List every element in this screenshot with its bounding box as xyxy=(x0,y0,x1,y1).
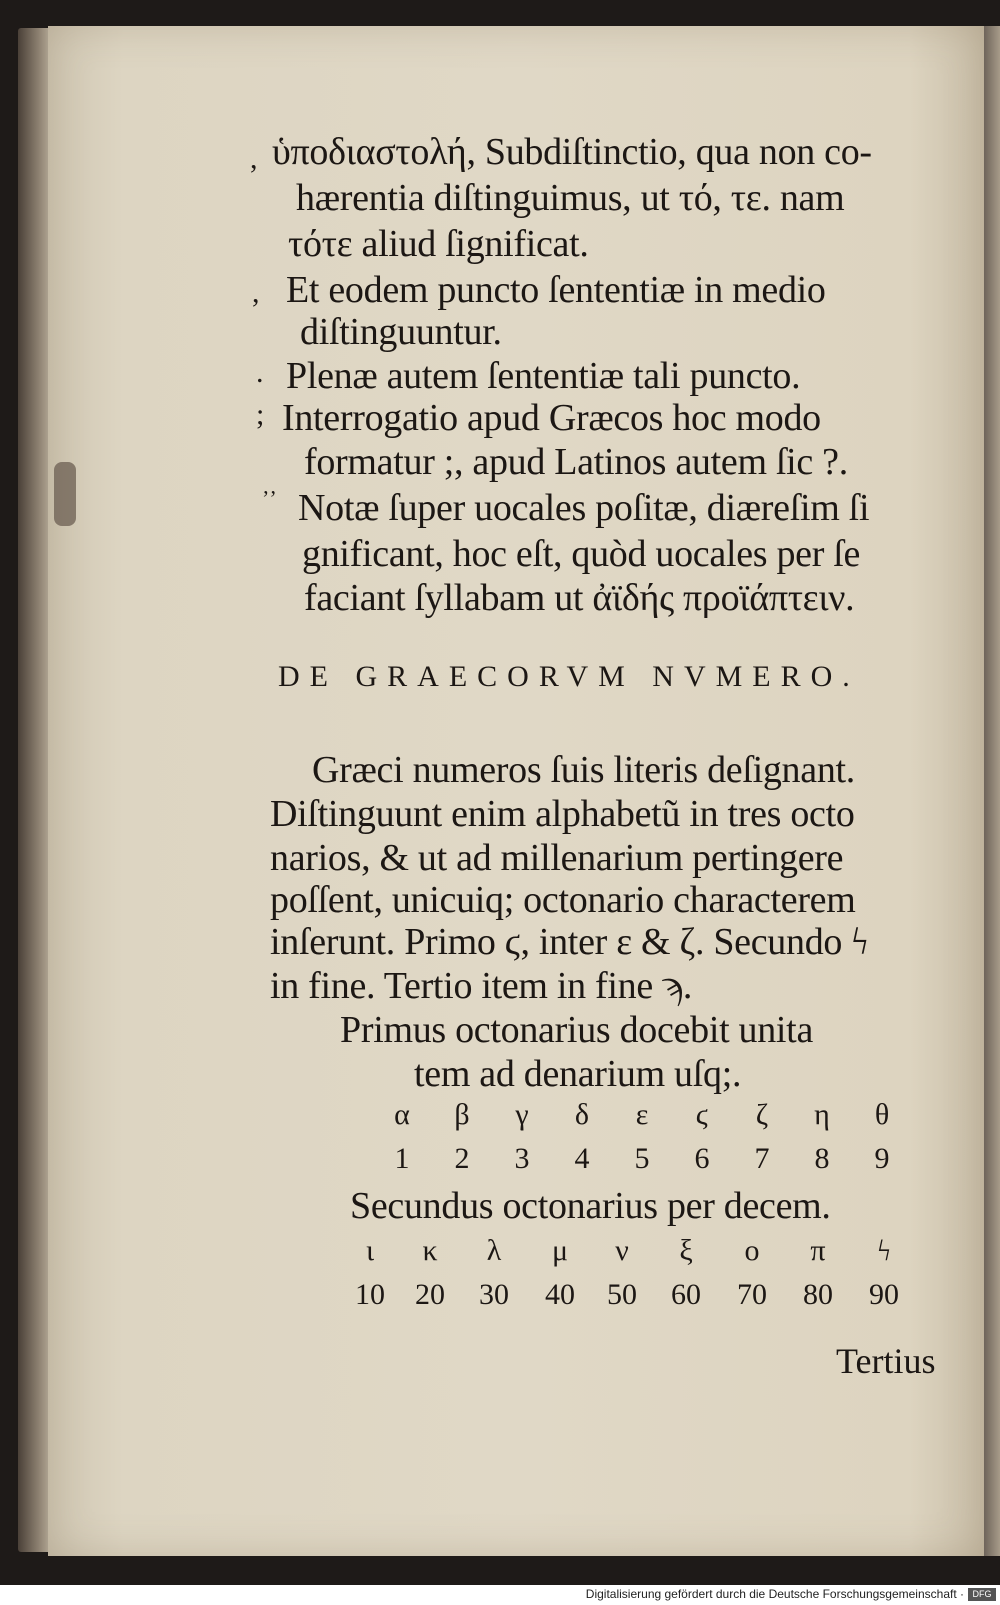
page-stain xyxy=(54,462,76,526)
arabic-numeral: 80 xyxy=(803,1278,833,1311)
numeral-letter: ξ xyxy=(679,1234,693,1267)
numeral-letter: ε xyxy=(635,1098,649,1131)
margin-mark: ʼʼ xyxy=(262,486,277,511)
text-line: gnificant, hoc eſt, quòd uocales per ſe xyxy=(302,533,861,575)
arabic-numeral: 70 xyxy=(737,1278,767,1311)
arabic-numeral: 90 xyxy=(869,1278,899,1311)
text-line: Interrogatio apud Græcos hoc modo xyxy=(282,397,821,439)
arabic-numeral: 4 xyxy=(574,1142,590,1175)
arabic-numeral: 60 xyxy=(671,1278,701,1311)
arabic-numeral: 10 xyxy=(355,1278,385,1311)
funding-note: Digitalisierung gefördert durch die Deutsche Forschungsgemeinschaft · xyxy=(585,1587,964,1601)
text-line: τότε aliud ſignificat. xyxy=(288,223,589,265)
text-line: formatur ;, apud Latinos autem ſic ?. xyxy=(304,441,848,483)
margin-mark: , xyxy=(250,142,258,175)
text-line: tem ad denarium uſq;. xyxy=(414,1053,742,1095)
text-line: Primus octonarius docebit unita xyxy=(340,1009,814,1051)
text-line: Diſtinguunt enim alphabetũ in tres octo xyxy=(270,793,855,835)
text-line: narios, & ut ad millenarium pertingere xyxy=(270,837,844,879)
page-edge xyxy=(18,28,52,1552)
numeral-letter: θ xyxy=(874,1098,890,1131)
arabic-numeral: 30 xyxy=(479,1278,509,1311)
arabic-numeral: 7 xyxy=(754,1142,770,1175)
numeral-letter: ζ xyxy=(755,1098,769,1131)
arabic-numeral: 2 xyxy=(454,1142,470,1175)
dfg-logo: DFG xyxy=(968,1588,996,1601)
numeral-letter: η xyxy=(814,1098,830,1131)
text-line: faciant ſyllabam ut ἀϊδής προϊάπτειν. xyxy=(304,577,855,619)
arabic-numeral: 3 xyxy=(514,1142,530,1175)
numeral-letter: ϛ xyxy=(695,1098,709,1131)
margin-mark: , xyxy=(252,276,260,309)
text-line: ὑποδιαστολή, Subdiſtinctio, qua non co- xyxy=(272,131,872,173)
text-line: Secundus octonarius per decem. xyxy=(350,1185,831,1227)
facing-page-edge xyxy=(984,26,1000,1556)
arabic-numeral: 5 xyxy=(634,1142,650,1175)
margin-mark: . xyxy=(256,356,264,389)
text-line: poſſent, unicuiq; octonario characterem xyxy=(270,879,856,921)
arabic-numeral: 20 xyxy=(415,1278,445,1311)
numeral-letter: ν xyxy=(615,1234,629,1267)
text-line: in fine. Tertio item in fine ϡ. xyxy=(270,965,693,1007)
text-line: Plenæ autem ſententiæ tali puncto. xyxy=(286,355,801,397)
arabic-numeral: 40 xyxy=(545,1278,575,1311)
arabic-numeral: 50 xyxy=(607,1278,637,1311)
numeral-letter: ϟ xyxy=(877,1234,891,1267)
numeral-letter: λ xyxy=(486,1234,502,1267)
text-line: diſtinguuntur. xyxy=(300,311,502,353)
numeral-letter: ι xyxy=(365,1234,375,1267)
arabic-numeral: 6 xyxy=(694,1142,710,1175)
numeral-letter: α xyxy=(394,1098,410,1131)
margin-mark: ; xyxy=(256,398,265,431)
numeral-letter: ο xyxy=(744,1234,760,1267)
numeral-letter: δ xyxy=(574,1098,590,1131)
text-line: Et eodem puncto ſententiæ in medio xyxy=(286,269,826,311)
arabic-numeral: 1 xyxy=(394,1142,410,1175)
footer-bar xyxy=(0,1585,1000,1605)
text-line: Græci numeros ſuis literis deſignant. xyxy=(312,749,855,791)
numeral-letter: π xyxy=(810,1234,826,1267)
numeral-letter: μ xyxy=(551,1234,569,1267)
numeral-letter: γ xyxy=(515,1098,529,1131)
section-heading: DE GRAECORVM NVMERO. xyxy=(278,660,860,693)
numeral-letter: β xyxy=(454,1098,470,1131)
catchword: Tertius xyxy=(836,1341,936,1381)
arabic-numeral: 8 xyxy=(814,1142,830,1175)
numeral-letter: κ xyxy=(422,1234,438,1267)
text-line: hærentia diſtinguimus, ut τό, τε. nam xyxy=(296,177,845,219)
text-line: Notæ ſuper uocales poſitæ, diæreſim ſi xyxy=(298,487,870,529)
text-line: inſerunt. Primo ϛ, inter ε & ζ. Secundo ϟ xyxy=(270,921,869,963)
arabic-numeral: 9 xyxy=(874,1142,890,1175)
